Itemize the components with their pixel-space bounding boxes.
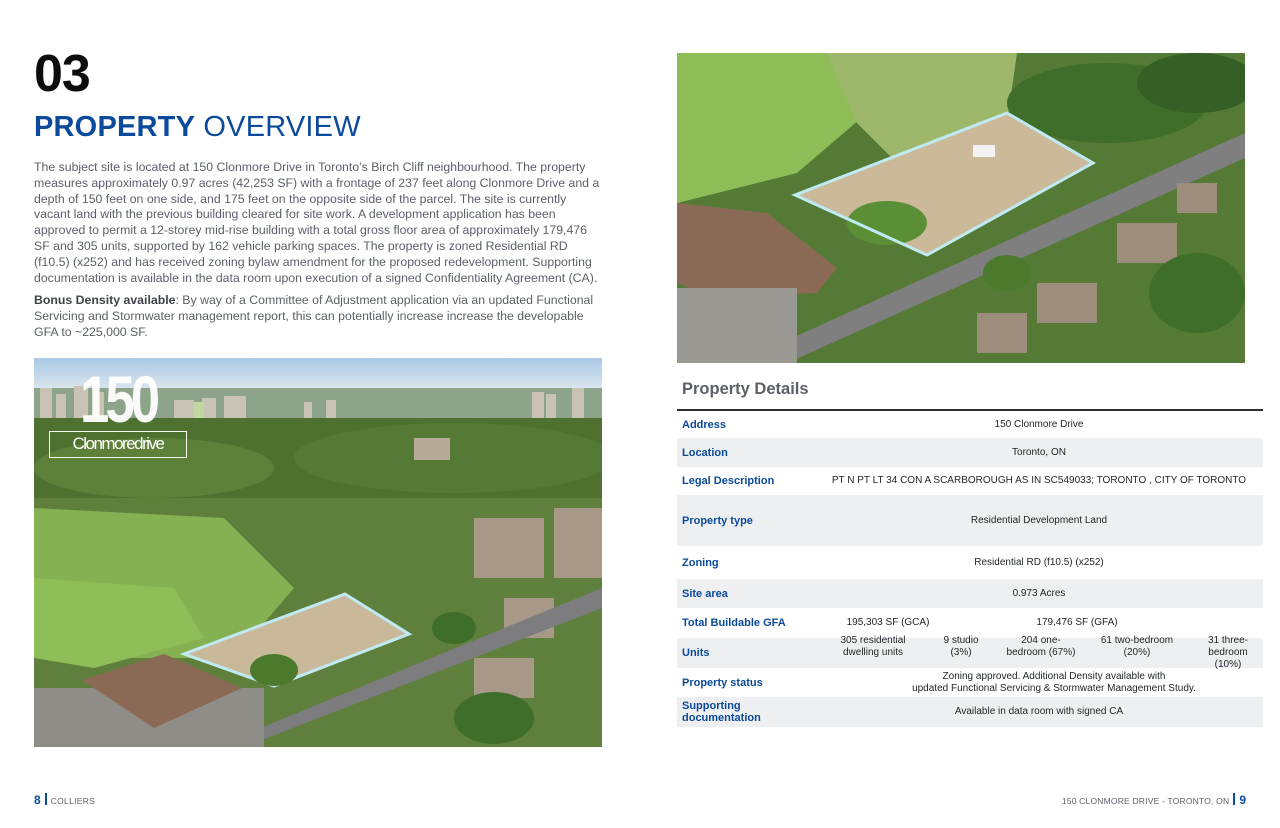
row-supporting-documentation bbox=[677, 697, 1263, 727]
footer-left bbox=[34, 793, 95, 807]
footer-divider-left bbox=[45, 793, 47, 805]
photo-overlay-name: Clonmoredrive bbox=[49, 431, 187, 458]
footer-right-label: 150 CLONMORE DRIVE - TORONTO, ON bbox=[1061, 796, 1230, 806]
section-number: 03 bbox=[34, 45, 90, 103]
row-site-area bbox=[677, 579, 1263, 608]
value-gca: 195,303 SF (GCA) bbox=[846, 617, 930, 628]
page-title bbox=[34, 108, 361, 146]
footer-right bbox=[1062, 793, 1246, 807]
units-total: 305 residential dwelling units bbox=[840, 635, 906, 658]
page-title-light: OVERVIEW bbox=[203, 111, 361, 143]
value-total-buildable-gfa bbox=[825, 617, 1263, 629]
value-units bbox=[825, 635, 1263, 671]
units-studio: 9 studio (3%) bbox=[943, 635, 979, 658]
value-gfa: 179,476 SF (GFA) bbox=[1036, 617, 1118, 628]
value-legal-description: PT N PT LT 34 CON A SCARBOROUGH AS IN SC549033; TORONTO , CITY OF TORONTO bbox=[831, 475, 1247, 486]
row-property-status bbox=[677, 668, 1263, 697]
value-property-status: Zoning approved. Additional Density available with updated Functional Servicing & Stormwater Management Study. bbox=[912, 670, 1196, 694]
row-total-buildable-gfa bbox=[677, 608, 1263, 638]
label-location: Location bbox=[682, 446, 728, 459]
overview-paragraph-2 bbox=[34, 293, 604, 340]
label-total-buildable-gfa: Total Buildable GFA bbox=[682, 617, 786, 629]
value-address: 150 Clonmore Drive bbox=[994, 418, 1084, 430]
label-units: Units bbox=[682, 647, 710, 659]
label-property-status: Property status bbox=[682, 676, 763, 689]
right-page-number: 9 bbox=[1239, 793, 1246, 807]
row-units bbox=[677, 635, 1263, 670]
row-property-type bbox=[677, 495, 1263, 546]
units-three-bedroom: 31 three-bedroom (10%) bbox=[1207, 635, 1249, 670]
units-two-bedroom: 61 two-bedroom (20%) bbox=[1100, 635, 1174, 658]
footer-left-label: COLLIERS bbox=[50, 796, 96, 806]
row-legal-description bbox=[677, 467, 1263, 495]
footer-divider-right bbox=[1233, 793, 1235, 805]
aerial-photo-site bbox=[677, 53, 1245, 363]
bonus-density-label: Bonus Density available bbox=[34, 293, 176, 308]
left-page-number: 8 bbox=[34, 793, 41, 807]
label-site-area: Site area bbox=[682, 587, 728, 600]
value-zoning: Residential RD (f10.5) (x252) bbox=[974, 556, 1104, 568]
value-site-area: 0.973 Acres bbox=[1012, 587, 1066, 599]
property-details-table bbox=[677, 411, 1263, 727]
label-supporting-documentation: Supporting documentation bbox=[682, 700, 761, 724]
row-zoning bbox=[677, 546, 1263, 579]
label-legal-description: Legal Description bbox=[682, 475, 775, 487]
photo-overlay-number: 150 bbox=[80, 362, 157, 436]
units-one-bedroom: 204 one- bedroom (67%) bbox=[1006, 635, 1076, 658]
row-address bbox=[677, 411, 1263, 438]
overview-paragraph-1: The subject site is located at 150 Clonmore Drive in Toronto’s Birch Cliff neighbourhood. The property measures approximately 0.97 acres (42,253 SF) with a frontage of 237 feet along Clonmore Drive and a depth of 150 feet on one side, and 175 feet on the opposite side of the parcel. The site is currently vacant land with the previous building cleared for site work. A development application has been approved to permit a 12-storey mid-rise building with a total gross floor area of approximately 179,476 SF and 305 units, supported by 162 vehicle parking spaces. The property is zoned Residential RD (f10.5) (x252) and has received zoning bylaw amendment for the proposed redevelopment. Supporting documentation is available in the data room upon execution of a signed Confidentiality Agreement (CA). bbox=[34, 160, 600, 285]
page-title-bold: PROPERTY bbox=[34, 111, 196, 143]
value-location: Toronto, ON bbox=[1012, 446, 1066, 458]
value-supporting-documentation: Available in data room with signed CA bbox=[954, 706, 1124, 717]
value-property-type: Residential Development Land bbox=[970, 514, 1108, 526]
label-property-type: Property type bbox=[682, 514, 753, 527]
property-details-title: Property Details bbox=[682, 380, 809, 398]
overview-text bbox=[34, 160, 604, 348]
label-zoning: Zoning bbox=[682, 556, 719, 569]
row-location bbox=[677, 438, 1263, 467]
bonus-density-text: : By way of a Committee of Adjustment application via an updated Functional Servicing and Stormwater management report, this can potentially increase increase the developable GFA to ~225,000 SF. bbox=[34, 293, 594, 339]
label-address: Address bbox=[682, 418, 727, 431]
